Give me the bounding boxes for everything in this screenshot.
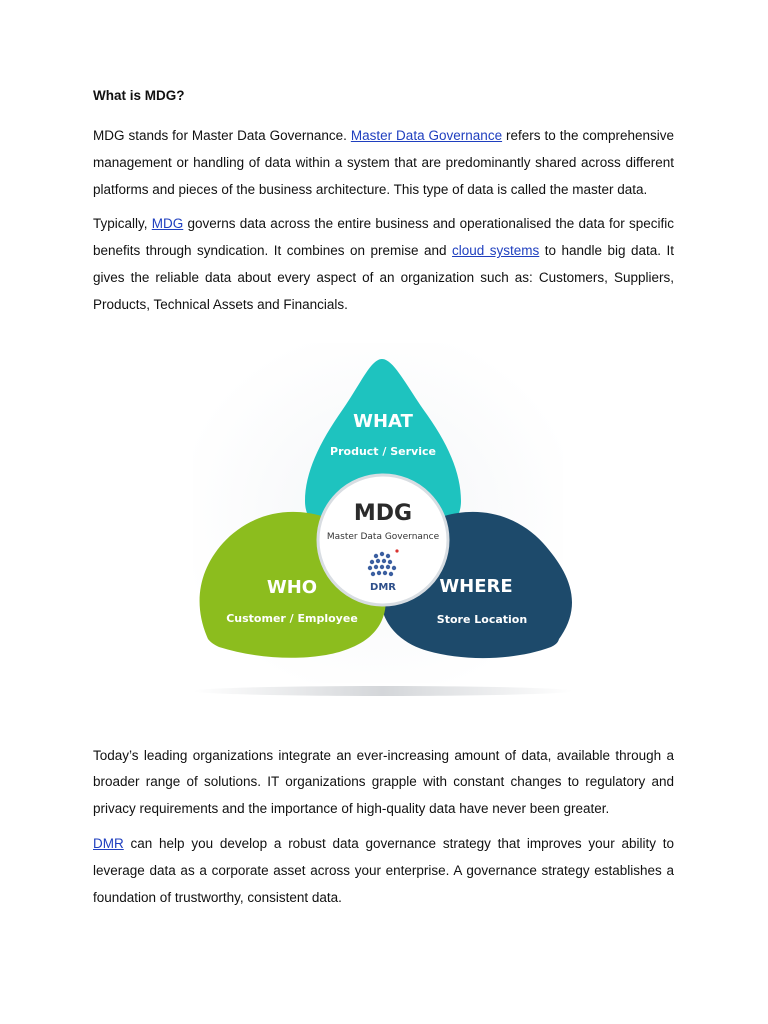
dmr-link[interactable]: DMR (93, 835, 124, 851)
diagram-shadow (193, 686, 573, 696)
paragraph-todays-leading: Today’s leading organizations integrate an ever-increasing amount of data, available through a broader range of solutions. IT organizations grapple with constant changes to regulatory and privacy requirements and the importance of high-quality data have never been greater. (93, 747, 674, 817)
paragraph-what-is-mdg (93, 123, 674, 203)
center-subtitle: Master Data Governance (326, 531, 440, 542)
p1-text-before: MDG stands for Master Data Governance. (93, 128, 351, 143)
p4-text-after: can help you develop a robust data governance strategy that improves your ability to leverage data as a corporate asset across your enterprise. A governance strategy establishes a foundation of trustworthy, consistent data. (93, 835, 674, 905)
document-page (93, 82, 674, 919)
what-title: WHAT (353, 410, 413, 432)
mdg-link[interactable]: MDG (151, 216, 184, 232)
paragraph-dmr (93, 831, 674, 911)
p1-text-after: refers to the comprehensive management or handling of data within a system that are predominantly shared across different platforms and pieces of the business architecture. This type of data is called the master data. (93, 128, 674, 197)
cloud-systems-link[interactable]: cloud systems (452, 243, 540, 259)
master-data-governance-link[interactable]: Master Data Governance (350, 128, 503, 143)
where-subtitle: Store Location (436, 612, 528, 626)
p2-text-1: Typically, (93, 216, 152, 232)
p2-text-2: governs data across the entire business and operationalised the data for specific benefits through syndication. It combines on premise and (93, 216, 675, 259)
what-subtitle: Product / Service (330, 444, 436, 458)
who-subtitle: Customer / Employee (226, 611, 358, 625)
center-title: MDG (353, 500, 413, 526)
mdg-diagram (93, 343, 674, 715)
paragraph-typically (93, 211, 674, 318)
dmr-logo-text: DMR (370, 581, 396, 593)
where-title: WHERE (439, 575, 513, 597)
mdg-diagram-svg (93, 343, 674, 715)
who-title: WHO (266, 576, 318, 598)
p2-text-3: to handle big data. It gives the reliable data about every aspect of an organization such as: Customers, Suppliers, Products, Technical Assets and Financials. (93, 243, 675, 312)
page-heading: What is MDG? (93, 88, 185, 103)
